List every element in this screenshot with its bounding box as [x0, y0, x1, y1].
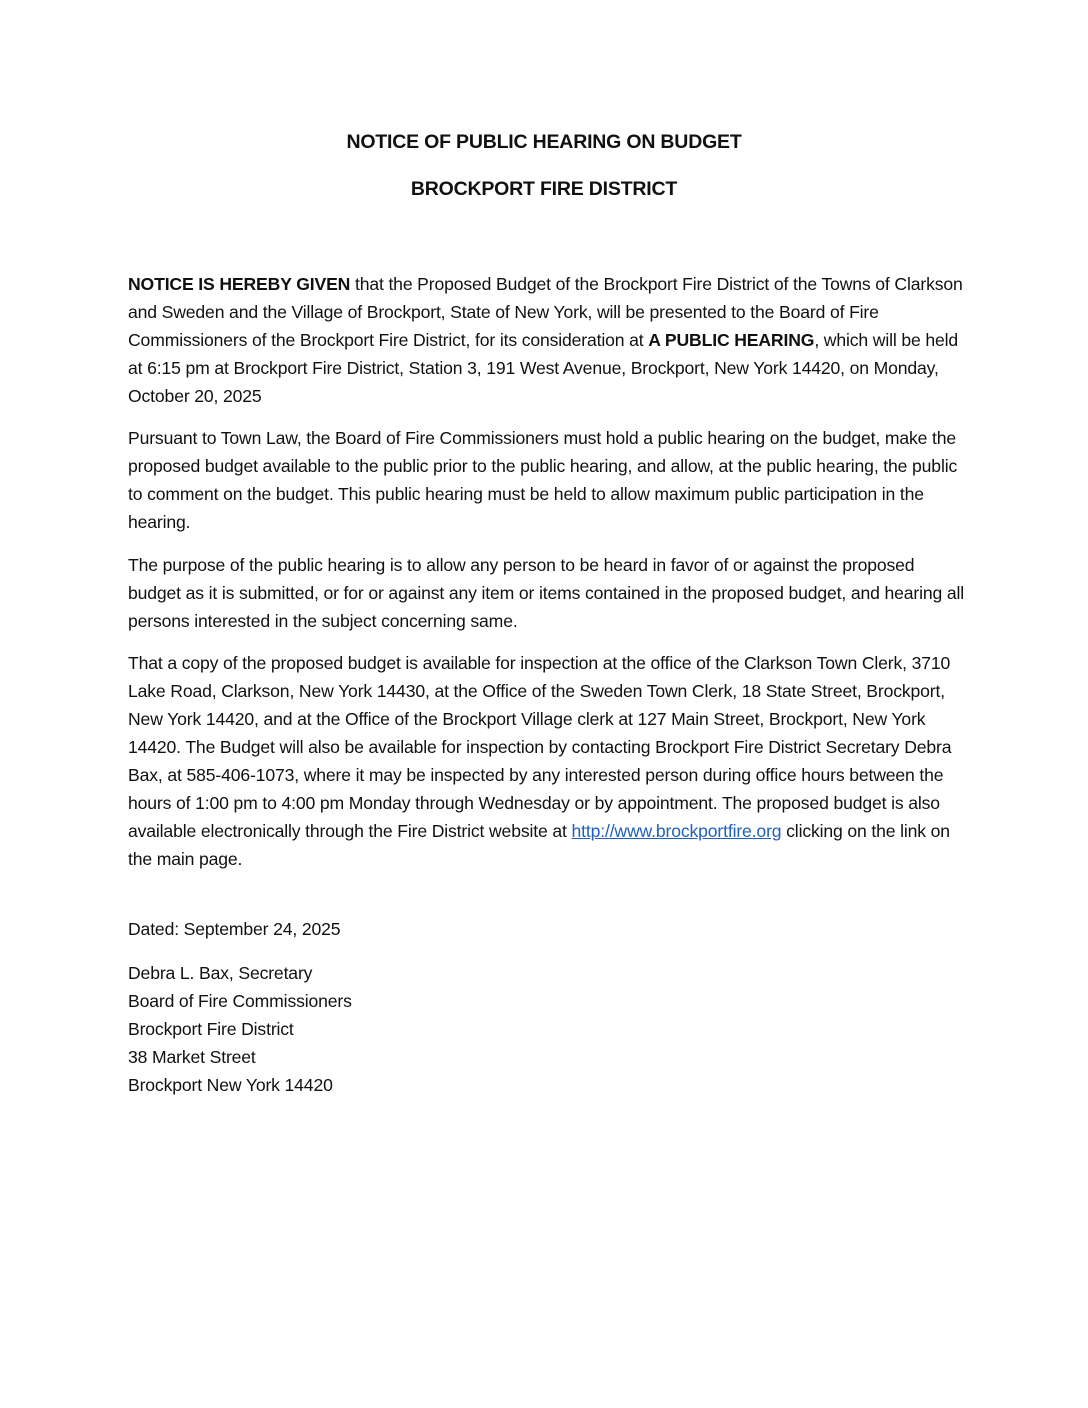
- town-law-paragraph: Pursuant to Town Law, the Board of Fire Commissioners must hold a public hearing on the budget, make the proposed budget available to the public prior to the public hearing, and allow, at the public hearing, the public to comment on the budget. This public hearing must be held to allow maximum public participation in the hearing.: [128, 428, 958, 532]
- signature-name: Debra L. Bax, Secretary: [128, 963, 313, 983]
- page-title: NOTICE OF PUBLIC HEARING ON BUDGET: [346, 131, 742, 153]
- availability-paragraph: [128, 649, 968, 873]
- notice-paragraph: [128, 270, 968, 410]
- notice-text-b: , which will be held at 6:15 pm at Brockport Fire District, Station 3, 191 West Avenue, Brockport, New York 14420, on Monday, October 20, 2025: [128, 330, 958, 406]
- signature-district: Brockport Fire District: [128, 1019, 294, 1039]
- availability-text-a: That a copy of the proposed budget is available for inspection at the office of the Clarkson Town Clerk, 3710 Lake Road, Clarkson, New York 14430, at the Office of the Sweden Town Clerk, 18 State Street, Brockport, New York 14420, and at the Office of the Brockport Village clerk at 127 Main Street, Brockport, New York 14420. The Budget will also be available for inspection by contacting Brockport Fire District Secretary Debra Bax, at 585-406-1073, where it may be inspected by any interested person during office hours between the hours of 1:00 pm to 4:00 pm Monday through Wednesday or by appointment. The proposed budget is also available electronically through the Fire District website at: [128, 653, 952, 841]
- dated-line: Dated: September 24, 2025: [128, 919, 341, 939]
- public-hearing-label: A PUBLIC HEARING: [648, 330, 815, 350]
- website-link[interactable]: http://www.brockportfire.org: [571, 821, 782, 841]
- signature-street: 38 Market Street: [128, 1047, 256, 1067]
- signature-board: Board of Fire Commissioners: [128, 991, 352, 1011]
- notice-lead: NOTICE IS HEREBY GIVEN: [128, 274, 351, 294]
- availability-text-b: clicking on the link on the main page.: [128, 821, 950, 869]
- page-subtitle: BROCKPORT FIRE DISTRICT: [410, 178, 678, 200]
- signature-city: Brockport New York 14420: [128, 1075, 333, 1095]
- purpose-paragraph: The purpose of the public hearing is to allow any person to be heard in favor of or against the proposed budget as it is submitted, or for or against any item or items contained in the proposed budget, and hearing all persons interested in the subject concerning same.: [128, 555, 965, 631]
- signature-block: [128, 959, 968, 1099]
- notice-text-a: that the Proposed Budget of the Brockport Fire District of the Towns of Clarkson and Sweden and the Village of Brockport, State of New York, will be presented to the Board of Fire Commissioners of the Brockport Fire District, for its consideration at: [128, 274, 963, 350]
